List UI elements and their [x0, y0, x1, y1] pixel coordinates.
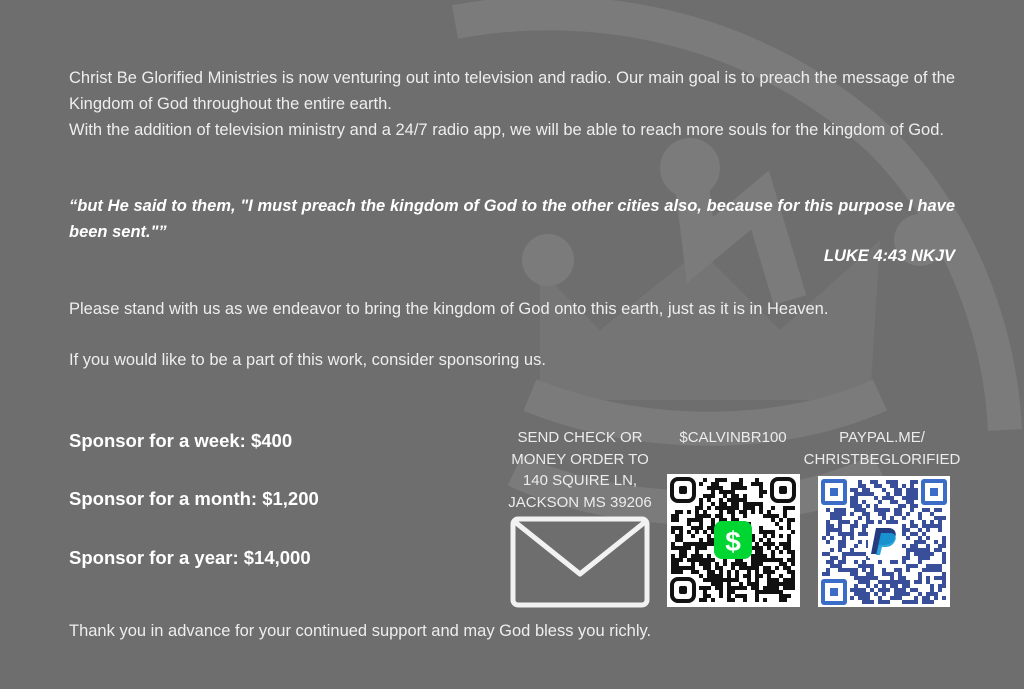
appeal-paragraph-2: If you would like to be a part of this work, consider sponsoring us.	[69, 351, 546, 369]
scripture-reference: LUKE 4:43 NKJV	[823, 247, 955, 265]
mail-line-1: SEND CHECK OR	[517, 429, 643, 446]
appeal-paragraph-1: Please stand with us as we endeavor to bring the kingdom of God onto this earth, just as it is in Heaven.	[69, 300, 829, 318]
sponsor-year: Sponsor for a year: $14,000	[69, 547, 311, 568]
closing-message: Thank you in advance for your continued support and may God bless you richly.	[69, 622, 652, 640]
paypal-line-2: CHRISTBEGLORIFIED	[803, 450, 961, 468]
sponsor-month: Sponsor for a month: $1,200	[69, 488, 319, 509]
sponsor-week: Sponsor for a week: $400	[69, 430, 293, 451]
scripture-quote: “but He said to them, "I must preach the kingdom of God to the other cities also, because for this purpose I have been sent."”	[69, 197, 955, 241]
intro-paragraph-2: With the addition of television ministry and a 24/7 radio app, we will be able to reach more souls for the kingdom of God.	[69, 121, 944, 139]
paypal-line-1: PAYPAL.ME/	[839, 429, 925, 446]
intro-paragraph-1: Christ Be Glorified Ministries is now venturing out into television and radio. Our main goal is to preach the message of the Kingdom of God throughout the entire earth.	[69, 69, 955, 113]
mail-instructions	[497, 427, 663, 513]
mail-line-4: JACKSON MS 39206	[508, 493, 652, 511]
cash-app-qr-icon[interactable]	[667, 474, 800, 607]
paypal-link[interactable]	[803, 427, 961, 470]
envelope-icon	[510, 516, 650, 608]
mail-line-3: 140 SQUIRE LN,	[522, 472, 638, 489]
mail-line-2: MONEY ORDER TO	[511, 450, 649, 468]
svg-text:$: $	[725, 526, 741, 557]
cashapp-handle: $CALVINBR100	[679, 429, 787, 446]
paypal-qr-icon[interactable]	[818, 476, 950, 607]
